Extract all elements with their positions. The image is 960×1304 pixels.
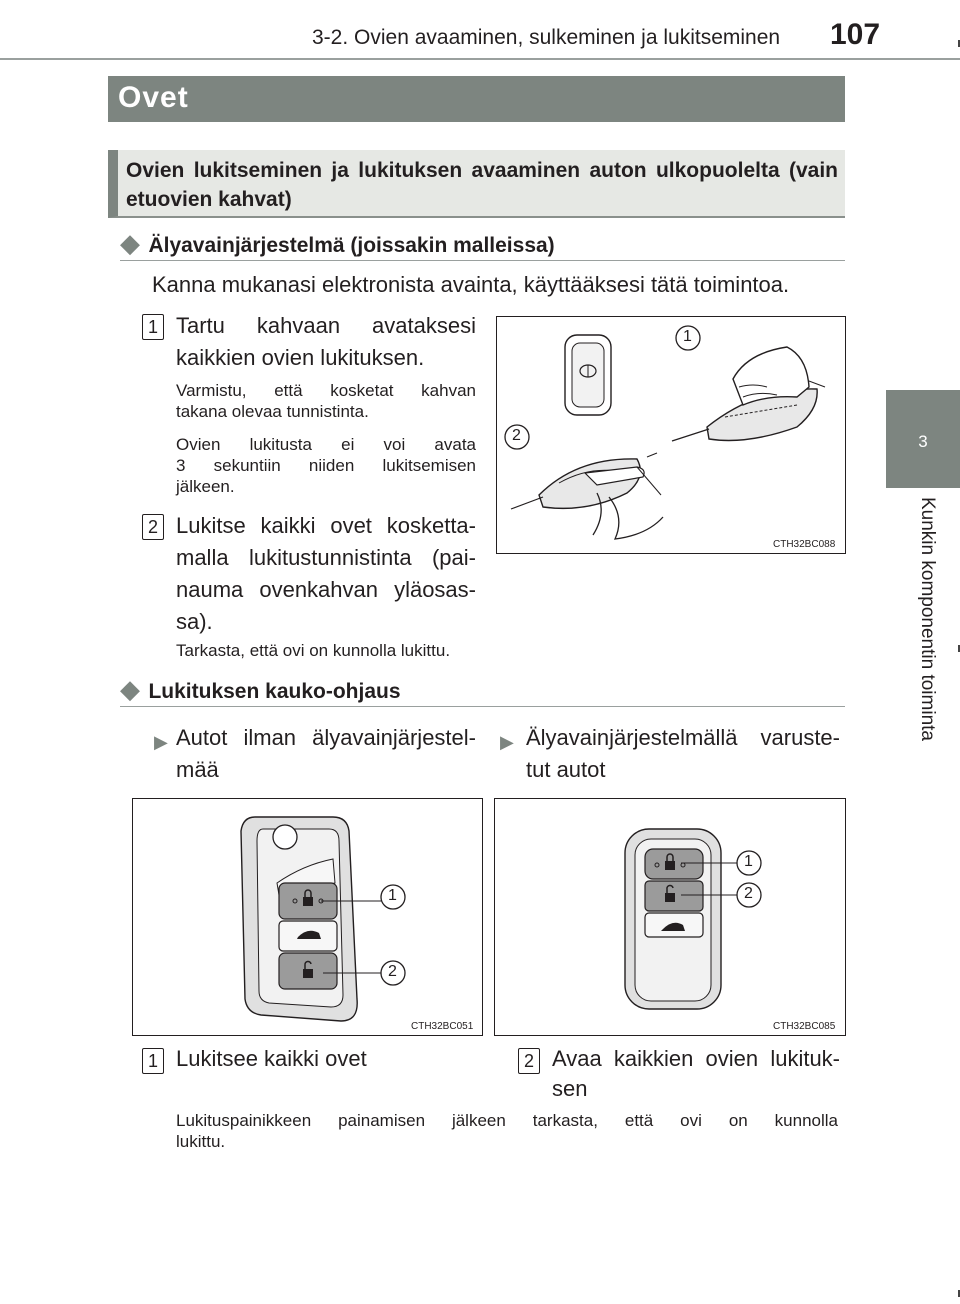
- figure-callout-1: 1: [744, 853, 753, 870]
- heading-rule: [120, 260, 845, 261]
- smart-key-heading: [120, 228, 555, 259]
- figure-code: CTH32BC088: [773, 539, 836, 550]
- step1-note-1: Varmistu, että kosketat kahvan takana olevaa tunnistinta.: [176, 381, 476, 421]
- header-divider: [0, 58, 960, 60]
- step1-text: Tartu kahvaan avataksesi kaikkien ovien lukituksen.: [176, 313, 476, 370]
- triangle-bullet-icon: ▶: [154, 732, 168, 752]
- step-number-1: 1: [142, 314, 164, 340]
- legend-item-unlock: Avaa kaikkien ovien lukituk- sen: [552, 1046, 840, 1101]
- legend-number-2: 2: [518, 1048, 540, 1074]
- subsection-title: Ovien lukitseminen ja lukituksen avaaminen auton ulkopuolelta (vain etuovien kahvat): [126, 159, 838, 211]
- figure-callout-1: 1: [388, 887, 397, 904]
- figure-callout-2: 2: [388, 963, 397, 980]
- running-head: 3-2. Ovien avaaminen, sulkeminen ja lukitseminen: [312, 26, 781, 49]
- lock-check-note: Tarkasta, että ovi on kunnolla lukittu.: [176, 641, 451, 660]
- section-title-bar: [108, 76, 845, 122]
- flip-key-illustration: [133, 799, 484, 1037]
- legend-number-1: 1: [142, 1048, 164, 1074]
- step-number-2: 2: [142, 514, 164, 540]
- diamond-bullet-icon: ◆: [120, 674, 140, 704]
- figure-code: CTH32BC085: [773, 1021, 836, 1032]
- page-number: 107: [830, 18, 881, 51]
- subsection-box: [108, 150, 845, 218]
- figure-code: CTH32BC051: [411, 1021, 474, 1032]
- step2-text: Lukitse kaikki ovet kosketta- malla lukitustunnistinta (pai- nauma ovenkahvan yläosas- sa).: [176, 513, 476, 634]
- triangle-bullet-icon: ▶: [500, 732, 514, 752]
- legend-item-lock: Lukitsee kaikki ovet: [176, 1046, 367, 1071]
- door-handle-figure: [496, 316, 846, 554]
- flip-key-figure: [132, 798, 483, 1036]
- chapter-tab[interactable]: [886, 390, 960, 488]
- diamond-bullet-icon: ◆: [120, 228, 140, 258]
- remote-lock-note: Lukituspainikkeen painamisen jälkeen tarkasta, että ovi on kunnolla lukittu.: [176, 1111, 838, 1151]
- remote-heading-text: Lukituksen kauko-ohjaus: [148, 680, 401, 703]
- heading-rule: [120, 706, 845, 707]
- smart-fob-illustration: [495, 799, 847, 1037]
- chapter-number: 3: [918, 432, 928, 451]
- no-smart-key-label: Autot ilman älyavainjärjestel- mää: [176, 725, 476, 782]
- remote-heading: [120, 674, 401, 705]
- step1-note-2: Ovien lukitusta ei voi avata 3 sekuntiin niiden lukitsemisen jälkeen.: [176, 435, 476, 496]
- figure-callout-2: 2: [512, 427, 521, 444]
- smart-key-heading-text: Älyavainjärjestelmä (joissakin malleissa): [148, 234, 555, 257]
- figure-callout-2: 2: [744, 885, 753, 902]
- smart-key-intro: Kanna mukanasi elektronista avainta, käyttääksesi tätä toimintoa.: [152, 272, 790, 297]
- chapter-label-text: Kunkin komponentin toiminta: [917, 497, 938, 741]
- section-title: Ovet: [118, 81, 189, 114]
- smart-fob-figure: [494, 798, 846, 1036]
- figure-callout-1: 1: [683, 328, 692, 345]
- door-handle-illustration: [497, 317, 847, 555]
- smart-key-cars-label: Älyavainjärjestelmällä varuste- tut autot: [526, 725, 840, 782]
- chapter-side-label: [912, 497, 938, 797]
